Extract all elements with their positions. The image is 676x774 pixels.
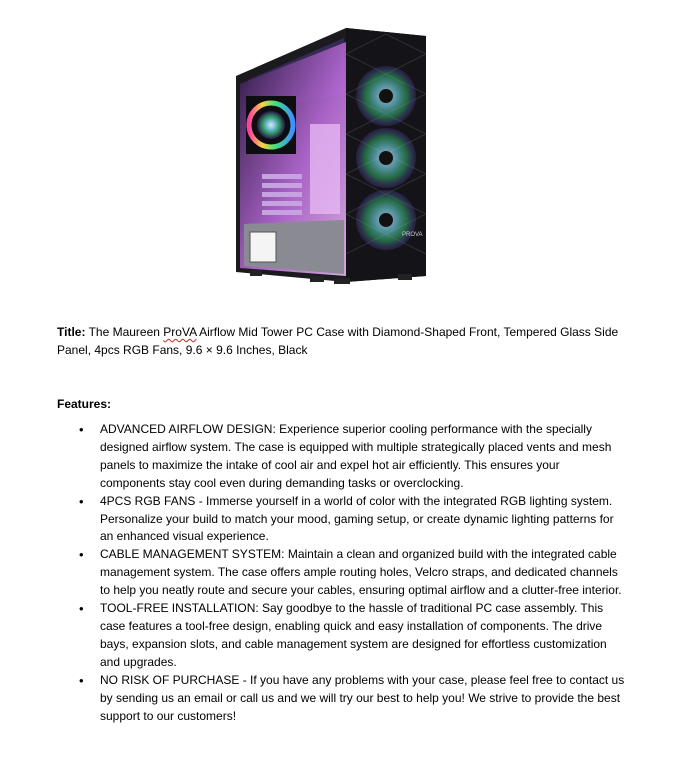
feature-item-no-risk: • NO RISK OF PURCHASE - If you have any problems with your case, please feel free to contact us by sending us an email or call us and we will try our best to help you! We strive to provide the best support to our customers! xyxy=(57,672,627,726)
title-text-before: The Maureen xyxy=(85,325,164,339)
motherboard-area xyxy=(310,124,340,214)
brand-logo: PROVA xyxy=(402,232,423,238)
pc-case-product-image xyxy=(226,24,440,286)
front-fan-2 xyxy=(356,128,416,188)
drive-cage xyxy=(250,232,276,262)
front-fan-1 xyxy=(356,66,416,126)
feature-item-cable-management: • CABLE MANAGEMENT SYSTEM: Maintain a clean and organized build with the integrated cable management system. The case offers ample routing holes, Velcro straps, and dedicated channels to help you neatly route and secure your cables, ensuring optimal airflow and a clutter-free interior. xyxy=(57,546,627,600)
feature-item-tool-free: • TOOL-FREE INSTALLATION: Say goodbye to the hassle of traditional PC case assembly. This case features a tool-free design, enabling quick and easy installation of components. The drive bays, expansion slots, and cable management system are designed for effortless customization and upgrades. xyxy=(57,600,627,672)
feature-item-airflow: • ADVANCED AIRFLOW DESIGN: Experience superior cooling performance with the specially designed airflow system. The case is equipped with multiple strategically placed vents and mesh panels to maximize the intake of cool air and expel hot air efficiently. This ensures your components stay cool even during demanding tasks or overclocking. xyxy=(57,421,627,493)
spellcheck-word[interactable]: ProVA xyxy=(163,325,197,339)
title-text-after: Airflow Mid Tower PC Case with Diamond-Shaped Front, Tempered Glass Side Panel, 4pcs RGB Fans, 9.6 × 9.6 Inches, Black xyxy=(57,325,619,357)
front-fan-3 xyxy=(356,190,416,250)
features-heading: Features: xyxy=(57,397,112,411)
feature-item-rgb-fans: • 4PCS RGB FANS - Immerse yourself in a world of color with the integrated RGB lighting system. Personalize your build to match your mood, gaming setup, or create dynamic lighting patterns for an enhanced visual experience. xyxy=(57,493,627,547)
title-label: Title: xyxy=(57,325,86,339)
product-title xyxy=(57,323,637,359)
features-list xyxy=(57,421,627,725)
cpu-cooler-fan xyxy=(246,96,296,154)
